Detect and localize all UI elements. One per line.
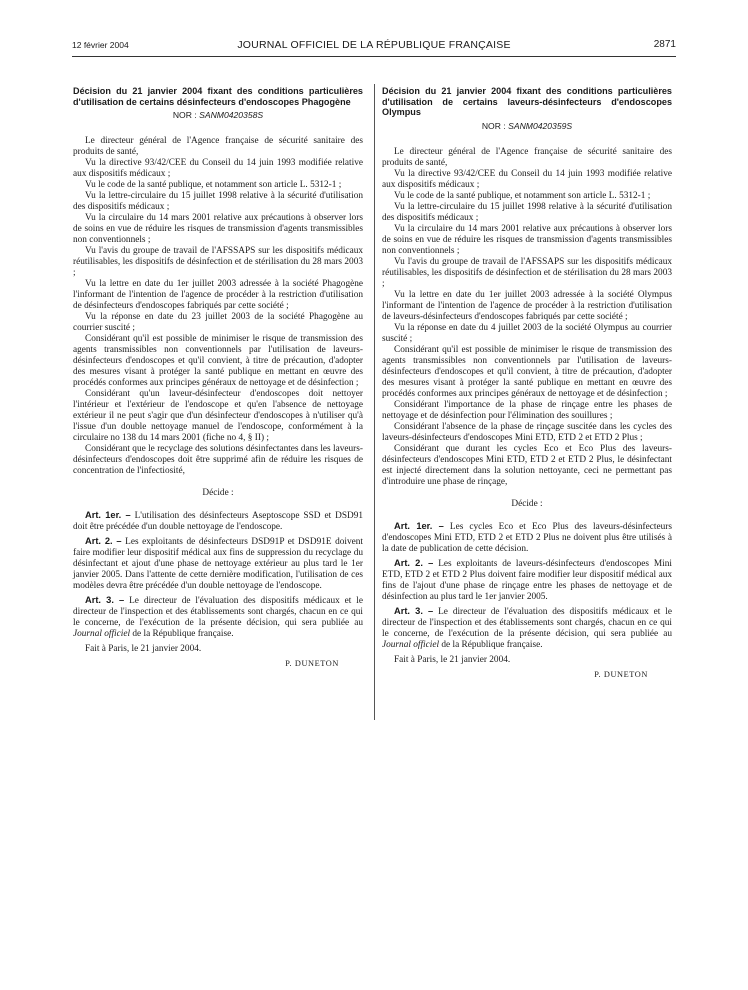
article-text: Les exploitants de désinfecteurs DSD91P et DSD91E doivent faire modifier leur dispositif médical aux fins de suppression du recyclage du désinfectant et ajout d'une phase de nettoyage extérieur au plus tard le 1er janvier 2005. Dans l'attente de cette dernière modification, l'utilisation de ces modèles devra être précédée d'un double nettoyage de l'endoscope. [73,537,363,591]
issue-date: 12 février 2004 [72,40,129,50]
preamble-paragraph: Vu la directive 93/42/CEE du Conseil du 14 juin 1993 modifiée relative aux dispositifs médicaux ; [382,168,672,190]
article-2 [73,536,363,592]
decision-olympus [382,86,672,680]
column-divider [374,84,375,720]
preamble-paragraph: Vu la lettre en date du 1er juillet 2003 adressée à la société Olympus l'informant de l'intention de l'agence de procéder à la restriction d'utilisation de laveurs-désinfecteurs d'endoscopes fabriqués par cette société ; [382,289,672,322]
nor-reference [73,110,363,121]
preamble-paragraph: Le directeur général de l'Agence française de sécurité sanitaire des produits de santé, [73,136,363,157]
article-label: Art. 1er. – [394,520,444,531]
journal-officiel-italic: Journal officiel [73,629,131,639]
preamble-paragraph: Considérant qu'il est possible de minimiser le risque de transmission des agents transmissibles non conventionnels par l'utilisation de laveurs-désinfecteurs d'endoscopes et qu'il convient, à titre de précaution, d'adopter des mesures visant à protéger la santé publique en mettant en œuvre des procédés conformes aux principes généraux de nettoyage et de désinfection ; [73,334,363,388]
article-text-end: de la République française. [441,639,543,650]
preamble-paragraph: Vu la circulaire du 14 mars 2001 relative aux précautions à observer lors de soins en vue de réduire les risques de transmission d'agents transmissibles non conventionnels ; [73,213,363,245]
article-label: Art. 3. – [394,605,434,616]
signature: P. DUNETON [594,669,648,679]
preamble-paragraph: Vu la réponse en date du 4 juillet 2003 de la société Olympus au courrier suscité ; [382,322,672,344]
preamble-paragraph: Considérant l'absence de la phase de rinçage suscitée dans les cycles des laveurs-désinfecteurs d'endoscopes Mini ETD, ETD 2 et ETD 2 Plus ; [382,421,672,443]
preamble [382,147,672,488]
nor-label: NOR : [481,120,506,131]
journal-title: JOURNAL OFFICIEL DE LA RÉPUBLIQUE FRANÇAISE [237,39,511,51]
place-date: Fait à Paris, le 21 janvier 2004. [394,654,511,665]
articles [382,521,672,603]
article-label: Art. 2. – [85,536,122,546]
article-text: Le directeur de l'évaluation des dispositifs médicaux et le directeur de l'inspection et des établissements sont chargés, chacun en ce qui le concerne, de l'exécution de la présente décision, qui sera publiée au [382,606,672,639]
preamble-paragraph: Vu la lettre en date du 1er juillet 2003 adressée à la société Phagogène l'informant de l'intention de l'agence de procéder à la restriction d'utilisation de désinfecteurs d'endoscopes fabriqués par cette société ; [73,279,363,311]
header-rule [72,56,676,57]
decide-heading: Décide : [511,498,543,509]
running-head [72,40,676,54]
article-text: Le directeur de l'évaluation des dispositifs médicaux et le directeur de l'inspection et des établissements sont chargés, chacun en ce qui le concerne, de l'exécution de la présente décision, qui sera publiée au [73,596,363,628]
place-date: Fait à Paris, le 21 janvier 2004. [85,644,202,654]
article-1 [73,510,363,533]
preamble-paragraph: Considérant l'importance de la phase de rinçage entre les phases de nettoyage et de désinfection pour l'élimination des souillures ; [382,399,672,421]
signature: P. DUNETON [285,659,339,668]
article-label: Art. 2. – [394,557,434,568]
articles [73,510,363,592]
preamble-paragraph: Vu la circulaire du 14 mars 2001 relative aux précautions à observer lors de soins en vue de réduire les risques de transmission d'agents transmissibles non conventionnels ; [382,223,672,256]
decide-heading: Décide : [202,488,234,498]
article-text: L'utilisation des désinfecteurs Aseptoscope SSD et DSD91 doit être précédée d'un double nettoyage de l'endoscope. [73,511,364,532]
journal-officiel-italic: Journal officiel [382,639,440,650]
article-text: Les exploitants de laveurs-désinfecteurs d'endoscopes Mini ETD, ETD 2 et ETD 2 Plus doivent faire modifier leur dispositif médical aux fins de l'ajout d'une phase de rinçage entre les phases de nettoyage et de désinfection au plus tard le 1er janvier 2005. [382,558,672,602]
preamble-paragraph: Considérant que le recyclage des solutions désinfectantes dans les laveurs-désinfecteurs d'endoscopes doit être supprimé afin de réduire les risques de concentration de l'infectiosité, [73,444,363,476]
nor-code: SANM0420358S [199,110,264,120]
page-number: 2871 [653,39,676,50]
article-text-end: de la République française. [132,629,234,639]
nor-reference [382,121,672,132]
preamble-paragraph: Vu la lettre-circulaire du 15 juillet 1998 relative à la sécurité d'utilisation des dispositifs médicaux ; [73,191,363,212]
preamble-paragraph: Vu l'avis du groupe de travail de l'AFSSAPS sur les dispositifs médicaux réutilisables, les dispositifs de désinfection et de stérilisation du 28 mars 2003 ; [382,256,672,289]
decision-title: Décision du 21 janvier 2004 fixant des conditions particulières d'utilisation de certains désinfecteurs d'endoscopes Phagogène [73,86,363,107]
article-label: Art. 1er. – [85,510,131,520]
preamble-paragraph: Vu le code de la santé publique, et notamment son article L. 5312-1 ; [85,180,342,190]
preamble-paragraph: Vu le code de la santé publique, et notamment son article L. 5312-1 ; [394,190,651,201]
nor-label: NOR : [172,110,197,120]
article-1 [382,521,672,555]
preamble [73,136,363,477]
article-text: Les cycles Eco et Eco Plus des laveurs-désinfecteurs d'endoscopes Mini ETD, ETD 2 et ETD 2 Plus ne doivent plus être utilisés à la date de publication de cette décision. [382,521,672,554]
article-3 [382,606,672,651]
article-label: Art. 3. – [85,595,125,605]
article-2 [382,558,672,603]
preamble-paragraph: Considérant qu'il est possible de minimiser le risque de transmission des agents transmissibles non conventionnels par l'utilisation de laveurs-désinfecteurs d'endoscopes et qu'il convient, à titre de précaution, d'adopter des mesures visant à protéger la santé publique en mettant en œuvre des procédés conformes aux principes généraux de nettoyage et de désinfection ; [382,344,672,399]
preamble-paragraph: Vu l'avis du groupe de travail de l'AFSSAPS sur les dispositifs médicaux réutilisables, les dispositifs de désinfection et de stérilisation du 28 mars 2003 ; [73,246,363,278]
decision-phagogene [73,86,363,669]
nor-code: SANM0420359S [508,120,573,131]
preamble-paragraph: Considérant que durant les cycles Eco et Eco Plus des laveurs-désinfecteurs d'endoscopes Mini ETD, ETD 2 et ETD 2 Plus, le désinfectant est injecté directement dans la solution nettoyante, ceci ne permettant pas d'introduire une phase de rinçage, [382,443,672,487]
preamble-paragraph: Considérant qu'un laveur-désinfecteur d'endoscopes doit nettoyer l'intérieur et l'extérieur de l'endoscope et qu'en l'absence de nettoyage extérieur il ne peut s'agir que d'un désinfecteur d'endoscopes à n'utiliser qu'à l'issue d'un double nettoyage manuel de l'endoscope, conformément à la circulaire no 138 du 14 mars 2001 (fiche no 4, § II) ; [73,389,363,443]
decision-title: Décision du 21 janvier 2004 fixant des conditions particulières d'utilisation de certains laveurs-désinfecteurs d'endoscopes Olympus [382,86,672,117]
preamble-paragraph: Le directeur général de l'Agence française de sécurité sanitaire des produits de santé, [382,146,672,168]
article-3 [73,595,363,640]
preamble-paragraph: Vu la lettre-circulaire du 15 juillet 1998 relative à la sécurité d'utilisation des dispositifs médicaux ; [382,201,672,223]
preamble-paragraph: Vu la réponse en date du 23 juillet 2003 de la société Phagogène au courrier suscité ; [73,312,363,333]
preamble-paragraph: Vu la directive 93/42/CEE du Conseil du 14 juin 1993 modifiée relative aux dispositifs médicaux ; [73,158,363,179]
